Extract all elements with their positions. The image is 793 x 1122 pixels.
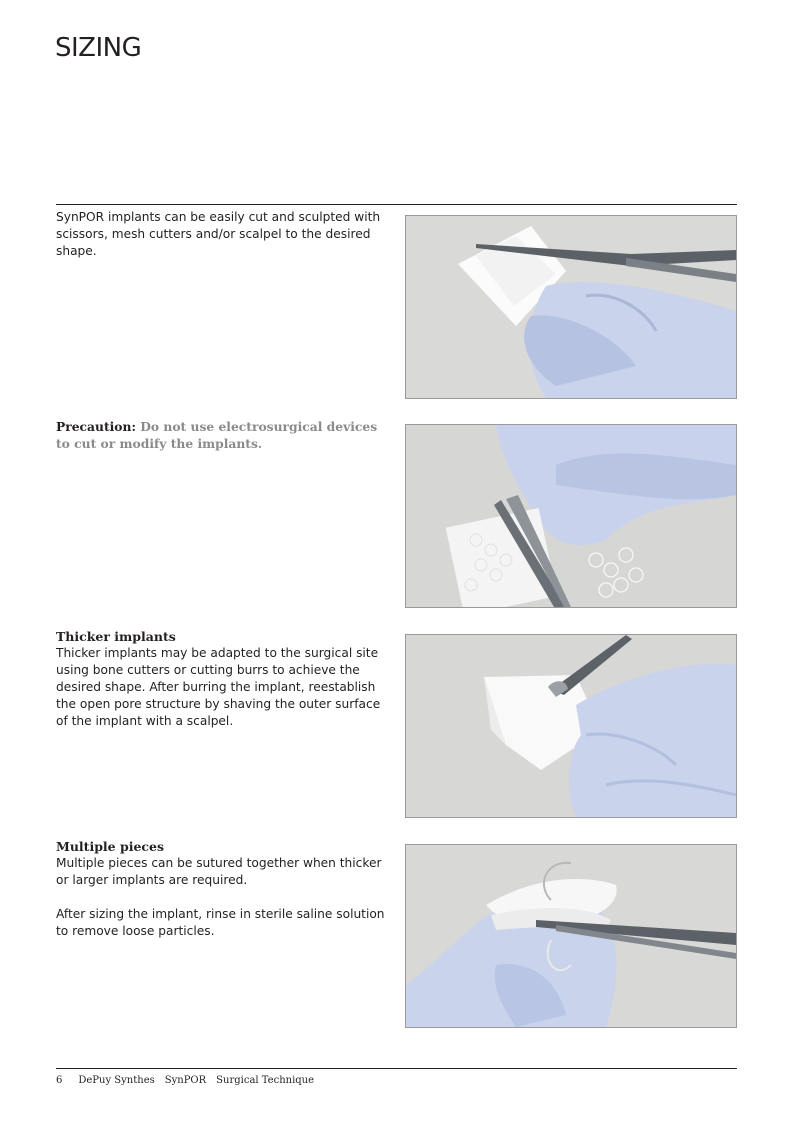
mesh-cutter-photo bbox=[405, 424, 737, 608]
section-thicker-text: Thicker implants may be adapted to the surgical site using bone cutters or cutting burrs to achieve the desired shape. After burring the implant, reestablish the open pore structure by shaving the outer surface of the implant with a scalpel. bbox=[56, 646, 381, 728]
precaution-label: Precaution: bbox=[56, 419, 136, 434]
precaution-text: Do not use electrosurgical devices to cut or modify the implants. bbox=[56, 419, 378, 451]
page-footer bbox=[56, 1075, 324, 1086]
footer-product: SynPOR bbox=[164, 1075, 207, 1086]
footer-rule bbox=[56, 1068, 737, 1069]
section-cutting bbox=[56, 209, 388, 260]
section-heading: Thicker implants bbox=[56, 629, 176, 644]
scissors-cutting-implant-photo bbox=[405, 215, 737, 399]
section-heading: Multiple pieces bbox=[56, 839, 165, 854]
precaution-note bbox=[56, 418, 388, 452]
section-multiple-pieces bbox=[56, 838, 388, 940]
top-rule bbox=[56, 204, 737, 205]
footer-company: DePuy Synthes bbox=[78, 1075, 155, 1086]
page-number: 6 bbox=[56, 1075, 63, 1086]
section-cutting-text: SynPOR implants can be easily cut and sculpted with scissors, mesh cutters and/or scalpel to the desired shape. bbox=[56, 210, 381, 258]
suturing-pieces-photo bbox=[405, 844, 737, 1028]
section-thicker-implants bbox=[56, 628, 388, 730]
footer-doc-type: Surgical Technique bbox=[216, 1075, 315, 1086]
section-multiple-text-1: Multiple pieces can be sutured together when thicker or larger implants are required. bbox=[56, 856, 382, 887]
page-title: SIZING bbox=[55, 33, 142, 63]
scalpel-shaving-photo bbox=[405, 634, 737, 818]
section-multiple-text-2: After sizing the implant, rinse in sterile saline solution to remove loose particles. bbox=[56, 907, 385, 938]
